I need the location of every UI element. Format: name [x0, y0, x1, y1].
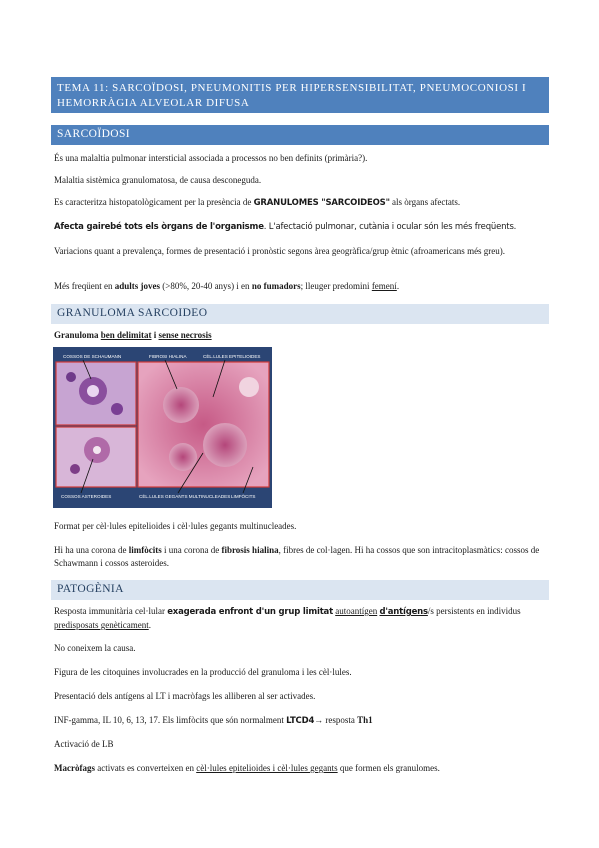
- fibrosis-area: [239, 377, 259, 397]
- paragraph: No coneixem la causa.: [54, 643, 136, 653]
- paragraph: [54, 280, 549, 293]
- nucleus: [111, 403, 123, 415]
- text: i una corona de: [161, 545, 222, 555]
- granuloma-nodule: [169, 443, 197, 471]
- text: i: [151, 330, 159, 340]
- emphasis: Afecta gairebé tots els òrgans de l'organisme: [54, 222, 264, 232]
- text: activats es converteixen en: [94, 763, 197, 773]
- label-fibrosi: FIBROSI HIALINA: [149, 354, 187, 359]
- text: Es caracteritza histopatològicament per la presència de: [54, 197, 254, 207]
- text: Més freqüent en: [54, 281, 115, 291]
- section-heading-sarcoidosi: SARCOÏDOSI: [51, 125, 549, 145]
- paragraph: És una malaltia pulmonar intersticial associada a processos no ben definits (primària?).: [54, 153, 368, 163]
- paragraph: [54, 220, 549, 234]
- nucleus: [70, 464, 80, 474]
- text: Hi ha una corona de: [54, 545, 129, 555]
- underlined-text: sense necrosis: [158, 330, 212, 340]
- underlined-text: cèl·lules epitelioides i cèl·lules gegants: [196, 763, 338, 773]
- emphasis: fibrosis hialina: [221, 545, 279, 555]
- emphasis: limfòcits: [128, 545, 162, 555]
- paragraph: Figura de les citoquines involucrades en la producció del granuloma i les cèl·lules.: [54, 667, 352, 677]
- emphasis: GRANULOMES "SARCOIDEOS": [253, 198, 390, 208]
- emphasis: Macròfags: [54, 763, 95, 773]
- text: INF-gamma, IL 10, 6, 13, 17. Els limfòcits que són normalment: [54, 715, 287, 725]
- text: ; lleuger predomini: [300, 281, 372, 291]
- asteroid-core: [93, 446, 101, 454]
- text: . L'afectació pulmonar, cutània i ocular són les més freqüents.: [263, 222, 517, 232]
- label-asteroides: COSSOS ASTEROIDES: [61, 494, 112, 499]
- paragraph: Malaltia sistèmica granulomatosa, de causa desconeguda.: [54, 175, 262, 185]
- figure-caption: [54, 329, 549, 342]
- document-title: TEMA 11: SARCOÏDOSI, PNEUMONITIS PER HIPERSENSIBILITAT, PNEUMOCONIOSI I HEMORRÀGIA ALVEOLAR DIFUSA: [51, 77, 549, 113]
- label-schawmann: COSSOS DE SCHAUMANN: [63, 354, 122, 359]
- emphasis: LTCD4: [286, 716, 315, 726]
- paragraph: [54, 605, 549, 632]
- section-heading-patogenia: PATOGÈNIA: [51, 580, 549, 600]
- text: .: [396, 281, 400, 291]
- underlined-emphasis: d'antígens: [379, 607, 428, 617]
- underlined-text: femení: [371, 281, 397, 291]
- paragraph: [54, 544, 549, 570]
- paragraph: Format per cèl·lules epitelioides i cèl·lules gegants multinucleades.: [54, 521, 297, 531]
- emphasis: Th1: [357, 715, 373, 725]
- text: que formen els granulomes.: [337, 763, 440, 773]
- text: , fibres de col·lagen. Hi ha cossos que son intracitoplasmàtics: cossos de Schawmann i cossos asteroides.: [54, 545, 540, 568]
- paragraph: [54, 714, 549, 728]
- emphasis: no fumadors: [251, 281, 301, 291]
- granuloma-nodule: [163, 387, 199, 423]
- paragraph: [54, 762, 549, 775]
- text: (>80%, 20-40 anys) i en: [160, 281, 252, 291]
- granuloma-nodule: [203, 423, 247, 467]
- histology-image: [53, 347, 272, 508]
- arrow-glyph: →: [314, 715, 324, 725]
- emphasis: adults joves: [114, 281, 160, 291]
- underlined-text: predisposats genèticament: [54, 620, 149, 630]
- text: /s persistents en individus: [427, 606, 521, 616]
- paragraph: Presentació dels antígens al LT i macròfags les alliberen al ser activades.: [54, 691, 316, 701]
- section-heading-granuloma: GRANULOMA SARCOIDEO: [51, 304, 549, 324]
- label-epiteliodes: CÈL.LULES EPITELIOIDES: [203, 354, 261, 359]
- text: .: [148, 620, 151, 630]
- paragraph: Variacions quant a prevalença, formes de presentació i pronòstic segons àrea geogràfica/grup ètnic (afroamericans més greu).: [54, 246, 506, 256]
- paragraph: [54, 196, 549, 210]
- emphasis: exagerada enfront d'un grup limitat: [167, 607, 333, 617]
- label-limfocits: LIMFÒCITS: [231, 494, 256, 499]
- text: als òrgans afectats.: [389, 197, 461, 207]
- label-gegants: CÈL.LULES GEGANTS MULTINUCLEADES: [139, 494, 231, 499]
- histology-figure: [53, 347, 272, 508]
- text: Resposta immunitària cel·lular: [54, 606, 168, 616]
- nucleus: [66, 372, 76, 382]
- schawmann-core: [87, 385, 99, 397]
- text: Granuloma: [54, 330, 101, 340]
- underlined-text: ben delimitat: [100, 330, 152, 340]
- text: resposta: [323, 715, 358, 725]
- underlined-text: autoantígen: [335, 606, 378, 616]
- paragraph: Activació de LB: [54, 739, 114, 749]
